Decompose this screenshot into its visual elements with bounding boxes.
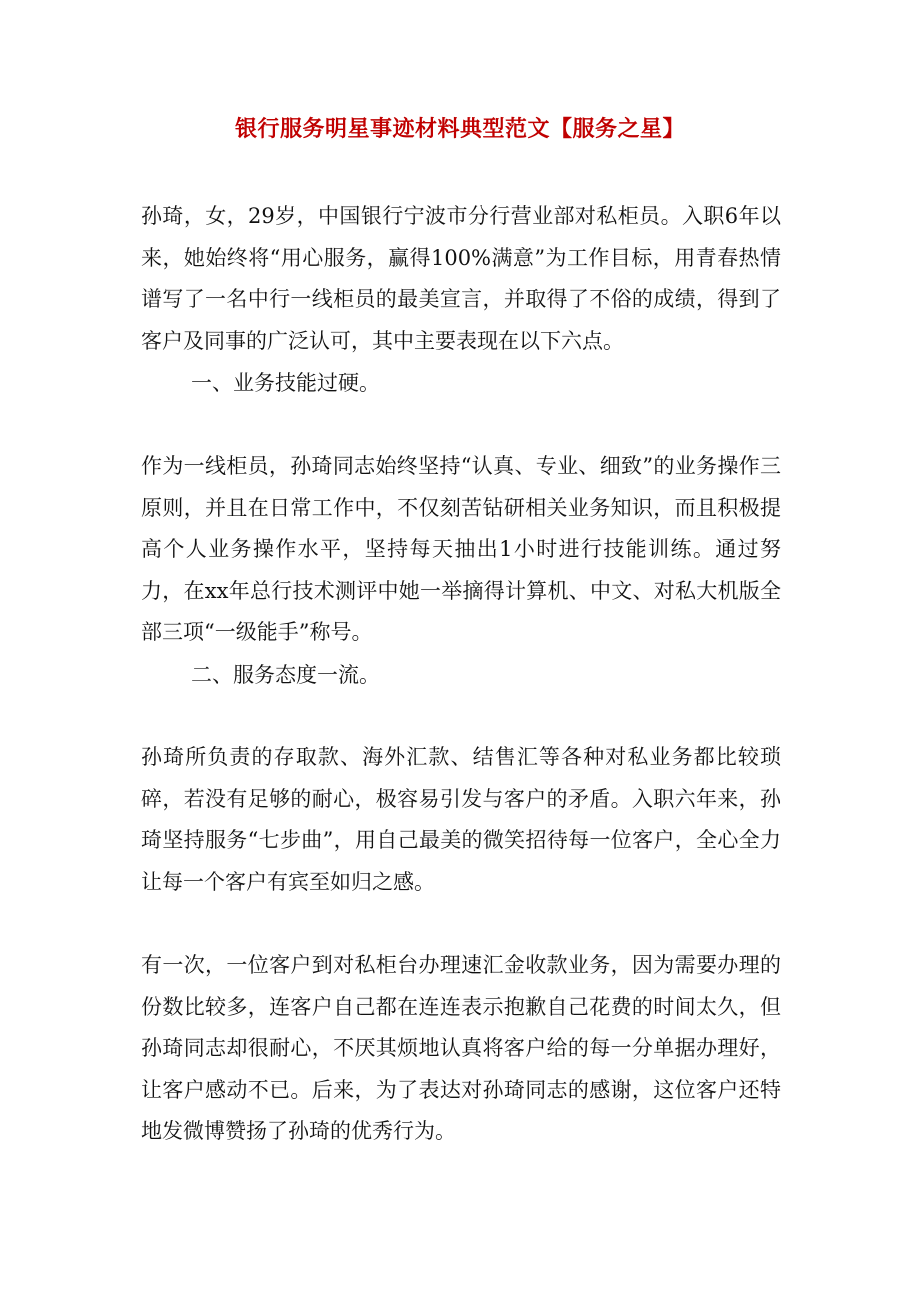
service-paragraph: 孙琦所负责的存取款、海外汇款、结售汇等各种对私业务都比较琐碎，若没有足够的耐心，极容易引发与客户的矛盾。入职六年来，孙琦坚持服务“七步曲”，用自己最美的微笑招待每一位客户，全心全力让每一个客户有宾至如归之感。	[141, 745, 781, 894]
intro-paragraph: 孙琦，女，29岁，中国银行宁波市分行营业部对私柜员。入职6年以来，她始终将“用心服务，赢得100%满意”为工作目标，用青春热情谱写了一名中行一线柜员的最美宣言，并取得了不俗的成绩，得到了客户及同事的广泛认可，其中主要表现在以下六点。	[141, 204, 781, 353]
section-heading-skills: 一、业务技能过硬。	[191, 371, 380, 395]
story-paragraph: 有一次，一位客户到对私柜台办理速汇金收款业务，因为需要办理的份数比较多，连客户自己都在连连表示抱歉自己花费的时间太久，但孙琦同志却很耐心，不厌其烦地认真将客户给的每一分单据办理好，让客户感动不已。后来，为了表达对孙琦同志的感谢，这位客户还特地发微博赞扬了孙琦的优秀行为。	[141, 953, 781, 1144]
section-heading-service: 二、服务态度一流。	[191, 663, 380, 687]
skills-paragraph: 作为一线柜员，孙琦同志始终坚持“认真、专业、细致”的业务操作三原则，并且在日常工作中，不仅刻苦钻研相关业务知识，而且积极提高个人业务操作水平，坚持每天抽出1小时进行技能训练。通过努力，在xx年总行技术测评中她一举摘得计算机、中文、对私大机版全部三项“一级能手”称号。	[141, 454, 781, 645]
document-title: 银行服务明星事迹材料典型范文【服务之星】	[234, 116, 685, 142]
